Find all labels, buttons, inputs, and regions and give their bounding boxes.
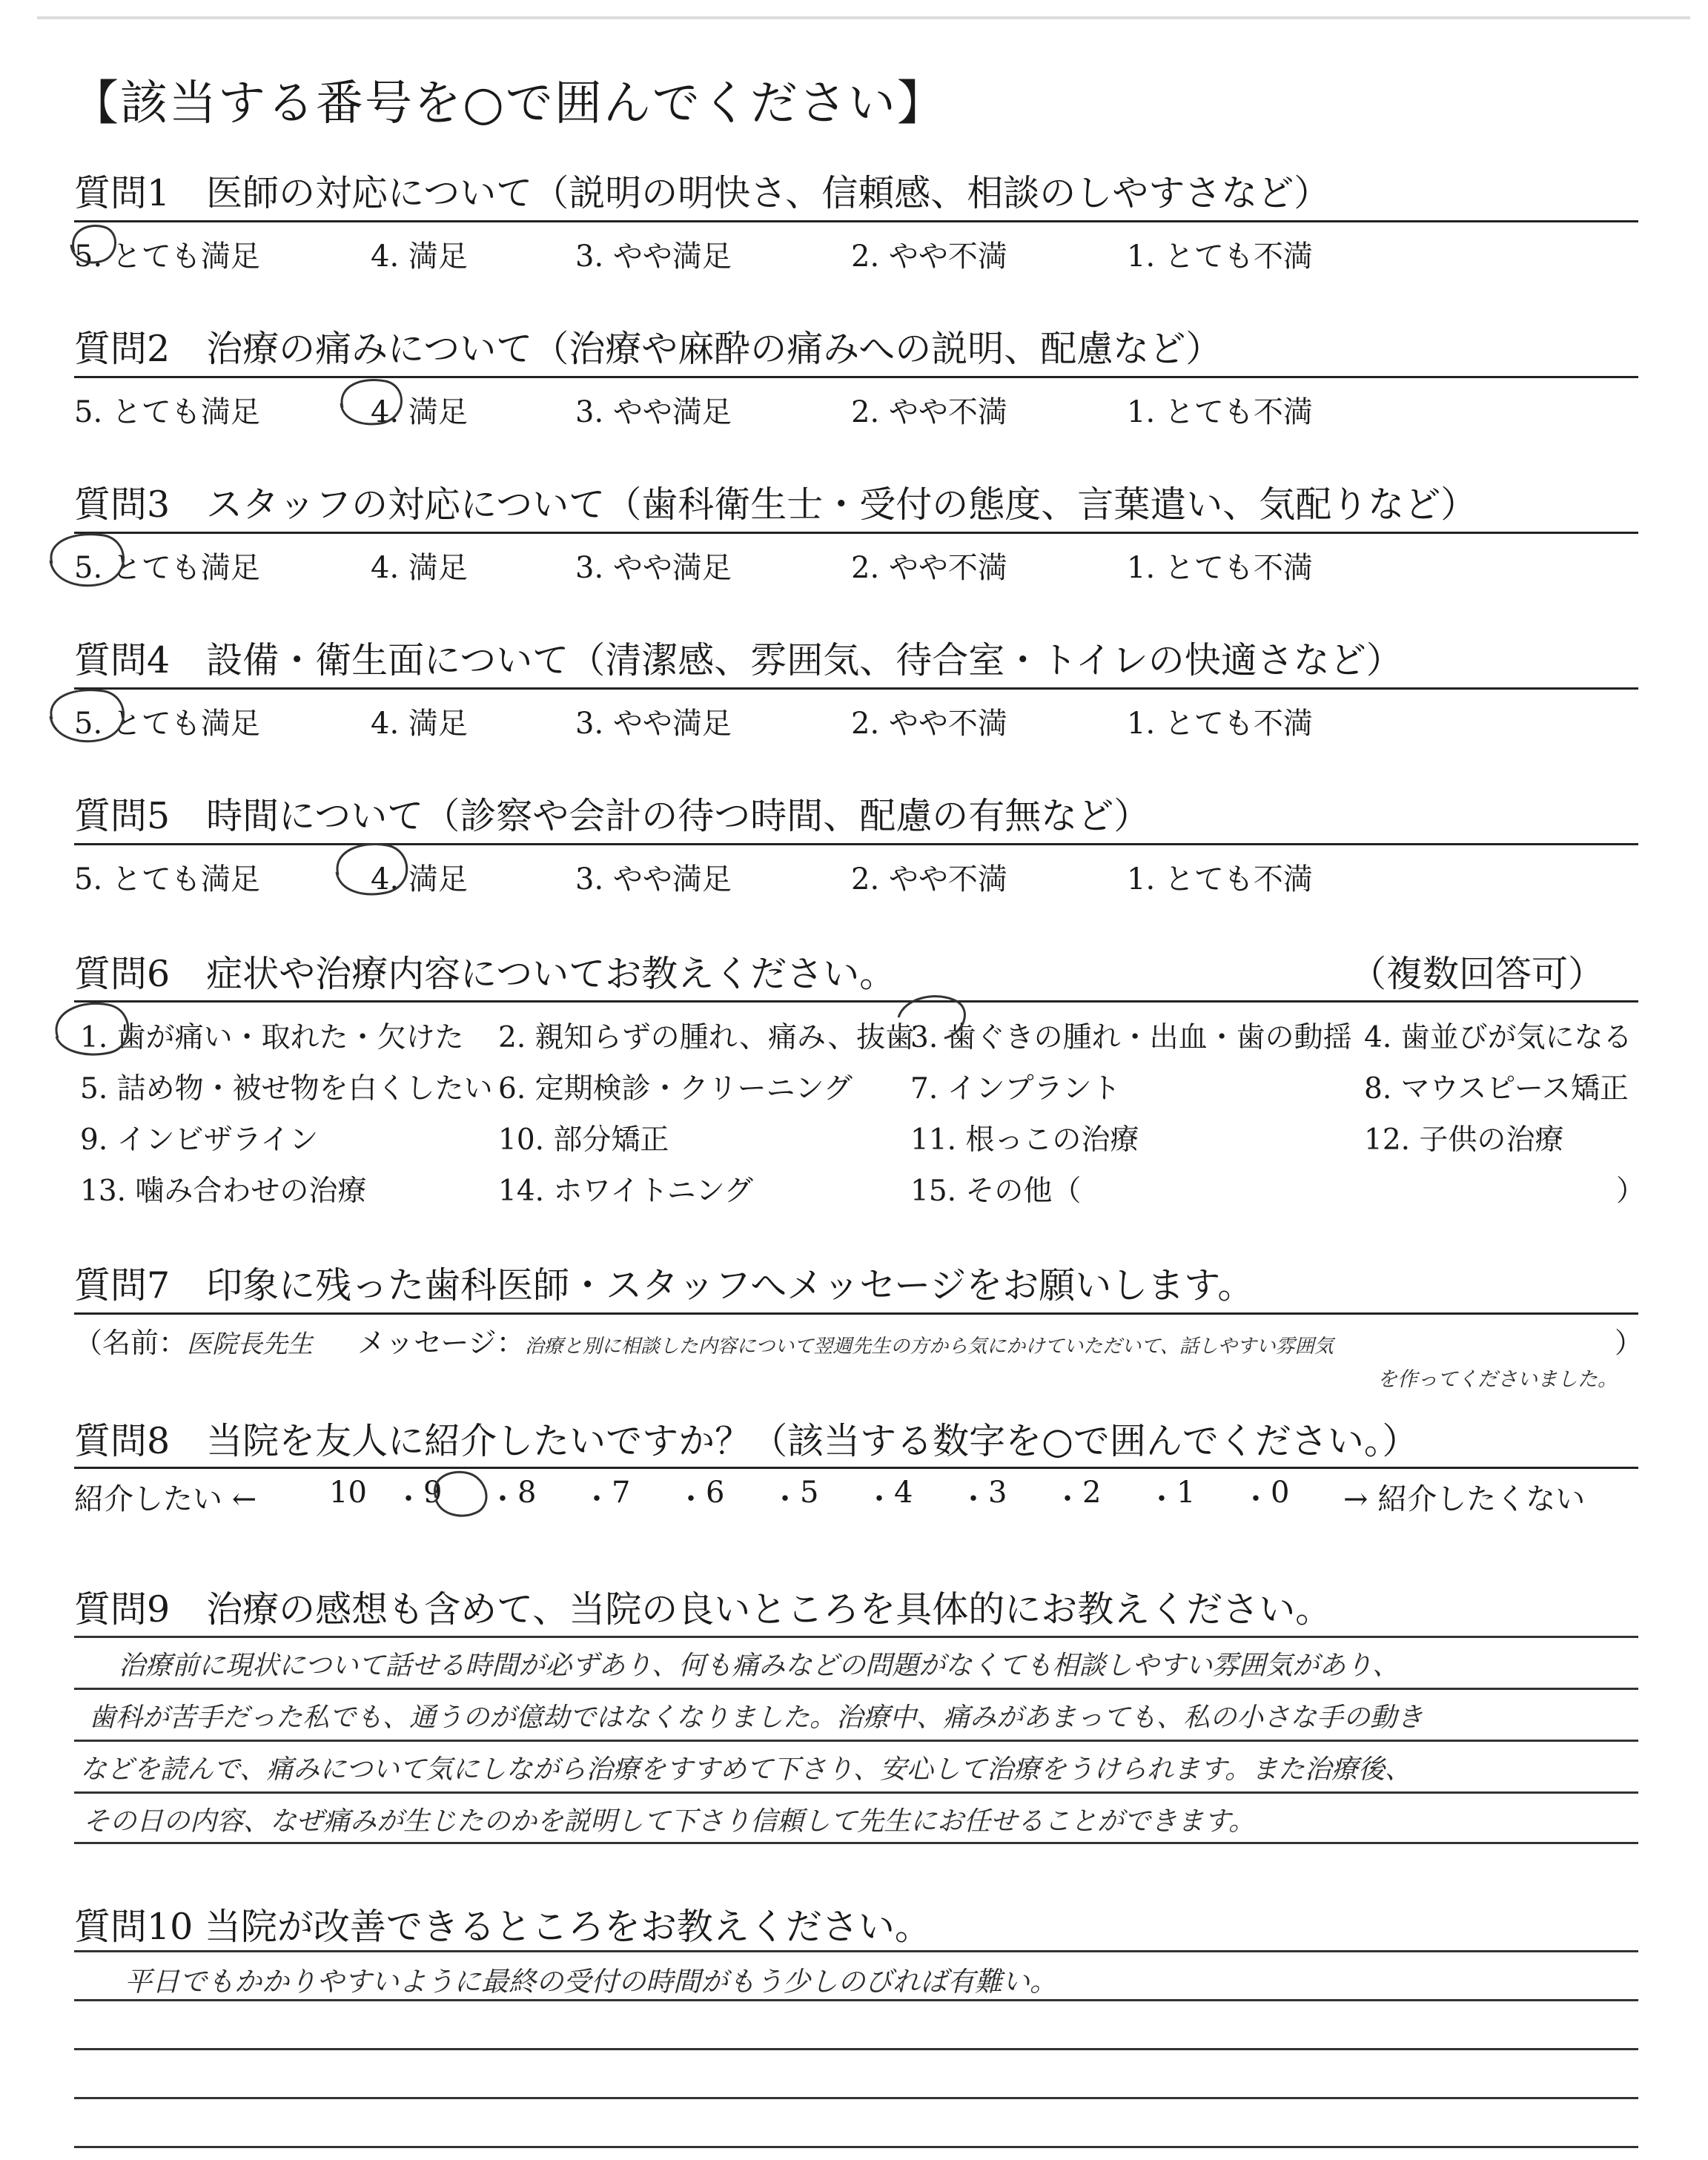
name-value[interactable]: 医院長先生 <box>187 1330 314 1359</box>
scale-option-8[interactable]: 8 <box>517 1476 537 1510</box>
scale-option-6[interactable]: 6 <box>706 1476 725 1510</box>
rating-option-2[interactable]: 2. やや不満 <box>851 240 1007 274</box>
answer-rule <box>74 1999 1638 2001</box>
answer-line-1[interactable]: 治療前に現状について話せる時間が必ずあり、何も痛みなどの問題がなくても相談しやすい雰囲気があり、 <box>119 1651 1400 1681</box>
symptom-option[interactable]: 5. 詰め物・被せ物を白くしたい <box>80 1072 493 1106</box>
answer-rule <box>74 1688 1638 1690</box>
rating-option-3[interactable]: 3. やや満足 <box>575 862 732 896</box>
answer-line-2[interactable]: 歯科が苦手だった私でも、通うのが億劫ではなくなりました。治療中、痛みがあまっても、私の小さな手の動き <box>89 1702 1424 1733</box>
question-title: 質問6 症状や治療内容についてお教えください。 <box>74 953 896 995</box>
symptom-option[interactable]: 11. 根っこの治療 <box>910 1123 1139 1157</box>
question-rule <box>74 1467 1638 1469</box>
recommend-left-label: 紹介したい ← <box>74 1482 257 1516</box>
scale-option-10[interactable]: 10 <box>329 1476 367 1510</box>
symptom-option[interactable]: 8. マウスピース矯正 <box>1364 1072 1629 1106</box>
rating-option-5[interactable]: 5. とても満足 <box>74 551 260 585</box>
question-rule <box>74 376 1638 378</box>
rating-option-5[interactable]: 5. とても満足 <box>74 240 260 274</box>
rating-option-2[interactable]: 2. やや不満 <box>851 395 1007 429</box>
question-title: 質問3 スタッフの対応について（歯科衛生士・受付の態度、言葉遣い、気配りなど） <box>74 483 1477 526</box>
symptom-option[interactable]: 15. その他（ <box>910 1175 1082 1208</box>
q8-selection-circle <box>435 1472 486 1516</box>
question-rule <box>74 843 1638 845</box>
other-close-paren: ） <box>1616 1175 1646 1208</box>
scale-option-4[interactable]: 4 <box>894 1476 913 1510</box>
message-value[interactable]: 治療と別に相談した内容について翌週先生の方から気にかけていただいて、話しやすい雰囲気 <box>524 1335 1334 1358</box>
scale-separator: ・ <box>770 1482 800 1516</box>
rating-option-1[interactable]: 1. とても不満 <box>1127 707 1313 741</box>
symptom-option[interactable]: 10. 部分矯正 <box>498 1123 669 1157</box>
symptom-option[interactable]: 6. 定期検診・クリーニング <box>498 1072 853 1106</box>
symptom-option[interactable]: 1. 歯が痛い・取れた・欠けた <box>80 1021 464 1054</box>
rating-option-4[interactable]: 4. 満足 <box>371 707 468 741</box>
rating-option-4[interactable]: 4. 満足 <box>371 551 468 585</box>
question-rule <box>74 1000 1638 1003</box>
page-heading: 【該当する番号を○で囲んでください】 <box>71 76 946 131</box>
message-close-paren: ） <box>1615 1327 1644 1359</box>
question-title: 質問10 当院が改善できるところをお教えください。 <box>74 1906 931 1948</box>
question-title: 質問7 印象に残った歯科医師・スタッフへメッセージをお願いします。 <box>74 1264 1254 1307</box>
rating-option-1[interactable]: 1. とても不満 <box>1127 551 1313 585</box>
rating-option-5[interactable]: 5. とても満足 <box>74 395 260 429</box>
answer-rule <box>74 2146 1638 2148</box>
scale-separator: ・ <box>488 1482 517 1516</box>
rating-option-3[interactable]: 3. やや満足 <box>575 551 732 585</box>
question-rule <box>74 1312 1638 1315</box>
message-value-continued[interactable]: を作ってくださいました。 <box>1377 1368 1618 1391</box>
symptom-option[interactable]: 14. ホワイトニング <box>498 1175 753 1208</box>
multiple-answer-note: （複数回答可） <box>1349 953 1604 995</box>
symptom-option[interactable]: 9. インビザライン <box>80 1123 319 1157</box>
question-rule <box>74 532 1638 534</box>
rating-option-1[interactable]: 1. とても不満 <box>1127 862 1313 896</box>
answer-line-4[interactable]: その日の内容、なぜ痛みが生じたのかを説明して下さり信頼して先生にお任せることができます。 <box>83 1806 1256 1837</box>
name-label: （名前： <box>74 1327 188 1359</box>
rating-option-3[interactable]: 3. やや満足 <box>575 395 732 429</box>
scale-separator: ・ <box>582 1482 612 1516</box>
rating-option-1[interactable]: 1. とても不満 <box>1127 395 1313 429</box>
question-title: 質問9 治療の感想も含めて、当院の良いところを具体的にお教えください。 <box>74 1588 1332 1631</box>
question-rule <box>74 687 1638 690</box>
message-label: メッセージ： <box>357 1327 525 1359</box>
answer-line-3[interactable]: などを読んで、痛みについて気にしながら治療をすすめて下さり、安心して治療をうけられます。また治療後、 <box>80 1754 1412 1785</box>
recommend-right-label: → 紹介したくない <box>1343 1482 1586 1516</box>
scale-separator: ・ <box>1147 1482 1176 1516</box>
answer-rule <box>74 1636 1638 1638</box>
scale-separator: ・ <box>394 1482 423 1516</box>
answer-line-1[interactable]: 平日でもかかりやすいように最終の受付の時間がもう少しのびれば有難い。 <box>125 1966 1057 1998</box>
rating-option-1[interactable]: 1. とても不満 <box>1127 240 1313 274</box>
scale-separator: ・ <box>1053 1482 1082 1516</box>
scale-separator: ・ <box>864 1482 894 1516</box>
rating-option-4[interactable]: 4. 満足 <box>371 862 468 896</box>
symptom-option[interactable]: 4. 歯並びが気になる <box>1364 1021 1632 1054</box>
rating-option-2[interactable]: 2. やや不満 <box>851 862 1007 896</box>
top-border <box>37 16 1690 19</box>
scale-option-7[interactable]: 7 <box>612 1476 631 1510</box>
scale-option-5[interactable]: 5 <box>800 1476 819 1510</box>
rating-option-4[interactable]: 4. 満足 <box>371 395 468 429</box>
rating-option-3[interactable]: 3. やや満足 <box>575 240 732 274</box>
scale-separator: ・ <box>959 1482 988 1516</box>
question-title: 質問4 設備・衛生面について（清潔感、雰囲気、待合室・トイレの快適さなど） <box>74 639 1403 681</box>
symptom-option[interactable]: 13. 噛み合わせの治療 <box>80 1175 367 1208</box>
scale-option-2[interactable]: 2 <box>1082 1476 1102 1510</box>
scale-separator: ・ <box>676 1482 706 1516</box>
answer-rule <box>74 2048 1638 2050</box>
question-title: 質問5 時間について（診察や会計の待つ時間、配慮の有無など） <box>74 795 1151 837</box>
question-title: 質問2 治療の痛みについて（治療や麻酔の痛みへの説明、配慮など） <box>74 328 1222 370</box>
scale-option-1[interactable]: 1 <box>1176 1476 1196 1510</box>
question-rule <box>74 220 1638 222</box>
rating-option-4[interactable]: 4. 満足 <box>371 240 468 274</box>
question-title: 質問8 当院を友人に紹介したいですか？（該当する数字を○で囲んでください。） <box>74 1420 1419 1462</box>
rating-option-2[interactable]: 2. やや不満 <box>851 551 1007 585</box>
answer-rule <box>74 1842 1638 1844</box>
rating-option-5[interactable]: 5. とても満足 <box>74 707 260 741</box>
symptom-option[interactable]: 7. インプラント <box>910 1072 1121 1106</box>
rating-option-2[interactable]: 2. やや不満 <box>851 707 1007 741</box>
scale-option-9[interactable]: 9 <box>423 1476 443 1510</box>
answer-rule <box>74 1740 1638 1742</box>
question-title: 質問1 医師の対応について（説明の明快さ、信頼感、相談のしやすさなど） <box>74 172 1331 214</box>
answer-rule <box>74 2097 1638 2099</box>
rating-option-3[interactable]: 3. やや満足 <box>575 707 732 741</box>
answer-rule <box>74 1950 1638 1952</box>
scale-option-3[interactable]: 3 <box>988 1476 1007 1510</box>
scale-option-0[interactable]: 0 <box>1271 1476 1290 1510</box>
symptom-option[interactable]: 2. 親知らずの腫れ、痛み、抜歯 <box>498 1021 915 1054</box>
symptom-option[interactable]: 3. 歯ぐきの腫れ・出血・歯の動揺 <box>910 1021 1352 1054</box>
answer-rule <box>74 1791 1638 1794</box>
scale-separator: ・ <box>1241 1482 1271 1516</box>
symptom-option[interactable]: 12. 子供の治療 <box>1364 1123 1564 1157</box>
rating-option-5[interactable]: 5. とても満足 <box>74 862 260 896</box>
